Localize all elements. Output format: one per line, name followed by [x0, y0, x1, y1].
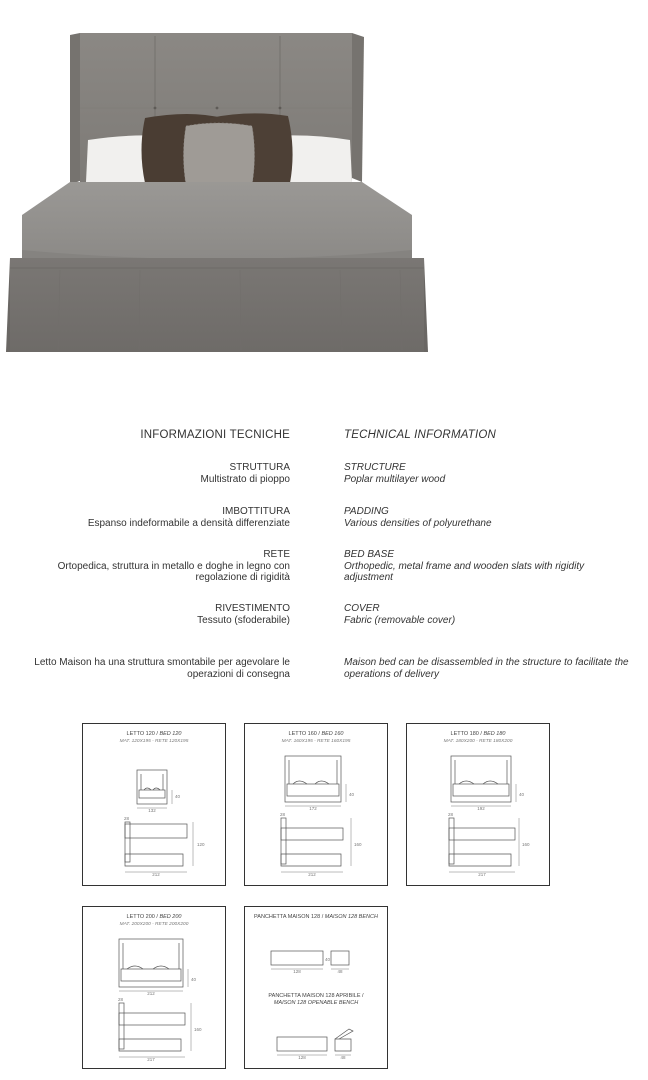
- side-length-label: 212: [152, 872, 160, 877]
- bench-width-label: 128: [293, 969, 301, 974]
- spec-label-it: RETE: [263, 549, 290, 560]
- spec-it: [10, 603, 290, 626]
- bed-160-diagram: [245, 724, 387, 885]
- spec-value-en: Fabric (removable cover): [344, 614, 456, 626]
- spec-label-en: BED BASE: [344, 549, 395, 560]
- side-height-label: 160: [522, 842, 530, 847]
- front-width-label: 132: [148, 808, 156, 813]
- head-depth-label: 28: [118, 997, 124, 1002]
- spec-it: [10, 462, 290, 485]
- card-title-it: LETTO 160 /: [288, 731, 322, 737]
- side-height-label: 120: [197, 842, 205, 847]
- spec-value-it: Multistrato di pioppo: [200, 473, 290, 485]
- side-length-label: 217: [147, 1057, 155, 1062]
- card-mattress: MAT. 160X195 - RETE 160X195: [281, 739, 351, 744]
- card-mattress: MAT. 120X195 - RETE 120X195: [119, 739, 189, 744]
- front-width-label: 172: [309, 806, 317, 811]
- spec-value-it: Ortopedica, struttura in metallo e doghe in legno con regolazione di rigidità: [57, 560, 290, 583]
- bench-title-it: PANCHETTA MAISON 128 /: [254, 914, 325, 920]
- card-mattress: MAT. 200X200 - RETE 200X200: [119, 922, 189, 927]
- side-length-label: 212: [308, 872, 316, 877]
- spec-value-it: Espanso indeformabile a densità differenziate: [87, 517, 290, 529]
- bench-depth-label: 48: [337, 969, 343, 974]
- bed-200-diagram: [83, 907, 225, 1068]
- dimension-card-bed-200: [82, 906, 226, 1069]
- spec-en: [344, 603, 634, 626]
- side-length-label: 217: [478, 872, 486, 877]
- spec-value-en: Orthopedic, metal frame and wooden slats with rigidity adjustment: [344, 560, 585, 583]
- bench-diagram: [245, 907, 387, 1068]
- spec-value-it: Tessuto (sfoderabile): [197, 614, 290, 626]
- card-title-it: LETTO 120 /: [126, 731, 160, 737]
- dimension-card-bed-120: [82, 723, 226, 886]
- card-title-en: BED 120: [159, 731, 182, 737]
- note-it: Letto Maison ha una struttura smontabile per agevolare le operazioni di consegna: [34, 657, 290, 680]
- bench-open-title-en: MAISON 128 OPENABLE BENCH: [273, 1000, 359, 1006]
- spec-label-en: STRUCTURE: [344, 462, 406, 473]
- spec-label-it: STRUTTURA: [229, 462, 290, 473]
- tech-info-title-en: TECHNICAL INFORMATION: [344, 429, 497, 441]
- bench-open-depth-label: 48: [340, 1055, 346, 1060]
- spec-value-en: Poplar multilayer wood: [344, 473, 446, 485]
- spec-label-it: IMBOTTITURA: [222, 506, 290, 517]
- front-height-label: 40: [191, 977, 197, 982]
- spec-en: [344, 462, 634, 485]
- spec-en: [344, 506, 634, 529]
- front-height-label: 40: [349, 792, 355, 797]
- bed-120-diagram: [83, 724, 225, 885]
- front-width-label: 212: [147, 991, 155, 996]
- card-title-it: LETTO 200 /: [126, 914, 160, 920]
- spec-label-it: RIVESTIMENTO: [215, 603, 290, 614]
- side-height-label: 160: [354, 842, 362, 847]
- bed-180-diagram: [407, 724, 549, 885]
- card-mattress: MAT. 180X200 - RETE 180X200: [443, 739, 513, 744]
- dimension-card-bench: [244, 906, 388, 1069]
- dimension-card-bed-160: [244, 723, 388, 886]
- spec-label-en: PADDING: [344, 506, 389, 517]
- front-width-label: 192: [477, 806, 485, 811]
- spec-it: [20, 549, 290, 584]
- front-height-label: 40: [175, 794, 181, 799]
- spec-it: [10, 506, 290, 529]
- head-depth-label: 28: [124, 816, 130, 821]
- card-title-en: BED 160: [321, 731, 344, 737]
- bed-product-image: [0, 0, 648, 380]
- bench-open-title-it: PANCHETTA MAISON 128 APRIBILE /: [268, 993, 364, 999]
- tech-info-title-it: INFORMAZIONI TECNICHE: [140, 429, 290, 441]
- front-height-label: 40: [519, 792, 525, 797]
- bench-height-label: 40: [325, 957, 331, 962]
- note-en: Maison bed can be disassembled in the structure to facilitate the operations of delivery: [344, 657, 629, 680]
- spec-value-en: Various densities of polyurethane: [344, 517, 492, 529]
- card-title-en: BED 180: [483, 731, 506, 737]
- head-depth-label: 28: [280, 812, 286, 817]
- side-height-label: 160: [194, 1027, 202, 1032]
- spec-label-en: COVER: [344, 603, 380, 614]
- bench-open-width-label: 128: [298, 1055, 306, 1060]
- bench-title-en: MAISON 128 BENCH: [324, 914, 378, 920]
- card-title-it: LETTO 180 /: [450, 731, 484, 737]
- head-depth-label: 28: [448, 812, 454, 817]
- card-title-en: BED 200: [159, 914, 182, 920]
- dimension-card-bed-180: [406, 723, 550, 886]
- spec-en: [344, 549, 634, 584]
